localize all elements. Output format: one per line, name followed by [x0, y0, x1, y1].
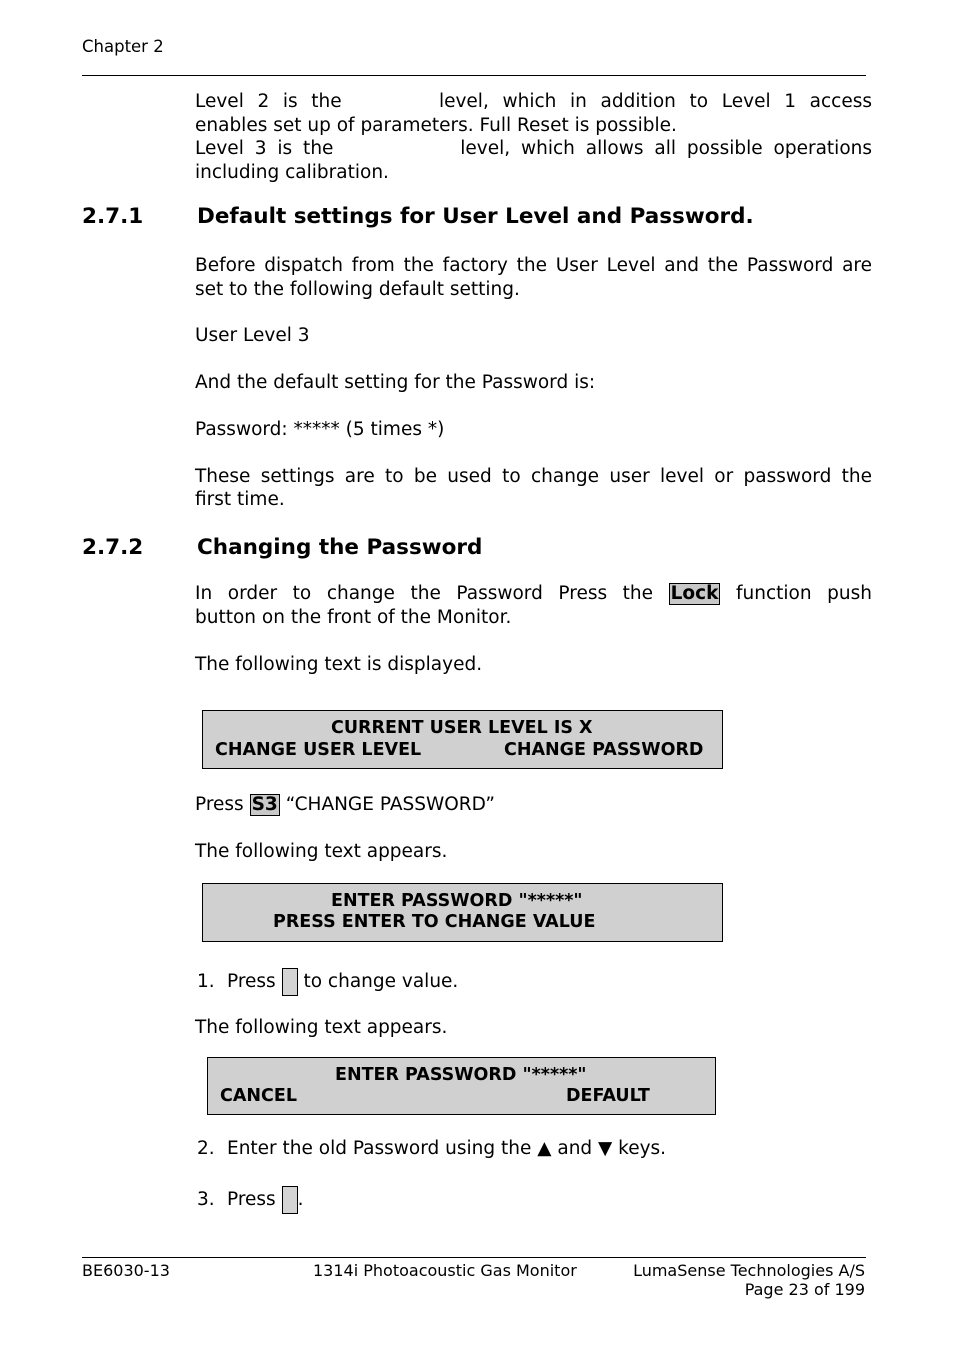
- default-user-level: User Level 3: [195, 325, 310, 346]
- enter-key-icon: [282, 1186, 298, 1214]
- display-enter-password: [202, 883, 723, 942]
- step2-number: 2.: [197, 1138, 215, 1159]
- default-password: Password: ***** (5 times *): [195, 419, 445, 440]
- chapter-header: Chapter 2: [82, 37, 164, 56]
- header-rule: [82, 75, 866, 76]
- section-272-number: 2.7.2: [82, 535, 144, 560]
- section-272-heading: [82, 535, 482, 560]
- display3-right-softkey: DEFAULT: [566, 1086, 650, 1106]
- display2-line1: ENTER PASSWORD "*****": [331, 891, 583, 911]
- level2-text-a: Level 2 is the: [195, 91, 342, 112]
- section-271-number: 2.7.1: [82, 204, 144, 229]
- step1-rest: to change value.: [303, 971, 459, 992]
- level3-text-a: Level 3 is the: [195, 138, 334, 159]
- level2-line: [195, 90, 872, 114]
- display1-line1: CURRENT USER LEVEL IS X: [331, 718, 593, 738]
- step1-number: 1.: [197, 971, 215, 992]
- footer-company: LumaSense Technologies A/S: [633, 1261, 865, 1280]
- press-s3-text: “CHANGE PASSWORD”: [285, 794, 495, 815]
- step-2: [197, 1137, 666, 1161]
- footer-rule: [82, 1257, 866, 1258]
- footer-page-number: Page 23 of 199: [744, 1280, 865, 1299]
- level2-text-b: level, which in addition to Level 1 access: [438, 91, 872, 112]
- section-272-title: Changing the Password: [197, 535, 483, 560]
- step-1: [197, 968, 458, 996]
- section-272-p1-before: In order to change the Password Press the: [195, 583, 654, 604]
- step3-end: .: [297, 1189, 304, 1210]
- step3-number: 3.: [197, 1189, 215, 1210]
- section-271-title: Default settings for User Level and Password.: [197, 204, 754, 229]
- step-3: [197, 1186, 303, 1214]
- section-271-p2: And the default setting for the Password is:: [195, 372, 596, 393]
- display1-right-softkey: CHANGE PASSWORD: [504, 740, 704, 760]
- s3-key: S3: [251, 794, 278, 815]
- section-271-p1-line1: Before dispatch from the factory the User Level and the Password are: [195, 255, 872, 276]
- level3-text-b: level, which allows all possible operations: [460, 138, 873, 159]
- following-appears-1: The following text appears.: [195, 841, 448, 862]
- display3-left-softkey: CANCEL: [220, 1086, 297, 1106]
- press-label: Press: [195, 794, 244, 815]
- display2-line2: PRESS ENTER TO CHANGE VALUE: [273, 912, 596, 932]
- step1-press: Press: [227, 971, 276, 992]
- display1-left-softkey: CHANGE USER LEVEL: [215, 740, 422, 760]
- step2-text: Enter the old Password using the ▲ and ▼ keys.: [227, 1138, 667, 1159]
- level2-continuation: enables set up of parameters. Full Reset is possible.: [195, 115, 677, 136]
- enter-key-icon: [282, 968, 298, 996]
- section-272-p1-line1: [195, 582, 872, 606]
- footer-doc-id: BE6030-13: [82, 1261, 170, 1280]
- lock-key: Lock: [670, 583, 719, 604]
- section-272-p1-line2: button on the front of the Monitor.: [195, 607, 512, 628]
- following-appears-2: The following text appears.: [195, 1017, 448, 1038]
- following-displayed: The following text is displayed.: [195, 654, 483, 675]
- press-s3-line: [195, 793, 495, 817]
- section-271-heading: [82, 204, 754, 229]
- section-271-p3-line2: first time.: [195, 489, 285, 510]
- level3-continuation: including calibration.: [195, 162, 389, 183]
- section-271-p3-line1: These settings are to be used to change user level or password the: [195, 466, 872, 487]
- display-current-user-level: [202, 710, 723, 769]
- level3-line: [195, 137, 872, 161]
- display3-line1: ENTER PASSWORD "*****": [335, 1065, 587, 1085]
- section-272-p1-after: function push: [736, 583, 872, 604]
- step3-press: Press: [227, 1189, 276, 1210]
- footer-product: 1314i Photoacoustic Gas Monitor: [313, 1261, 577, 1280]
- display-enter-password-edit: [207, 1057, 716, 1115]
- section-271-p1-line2: set to the following default setting.: [195, 279, 520, 300]
